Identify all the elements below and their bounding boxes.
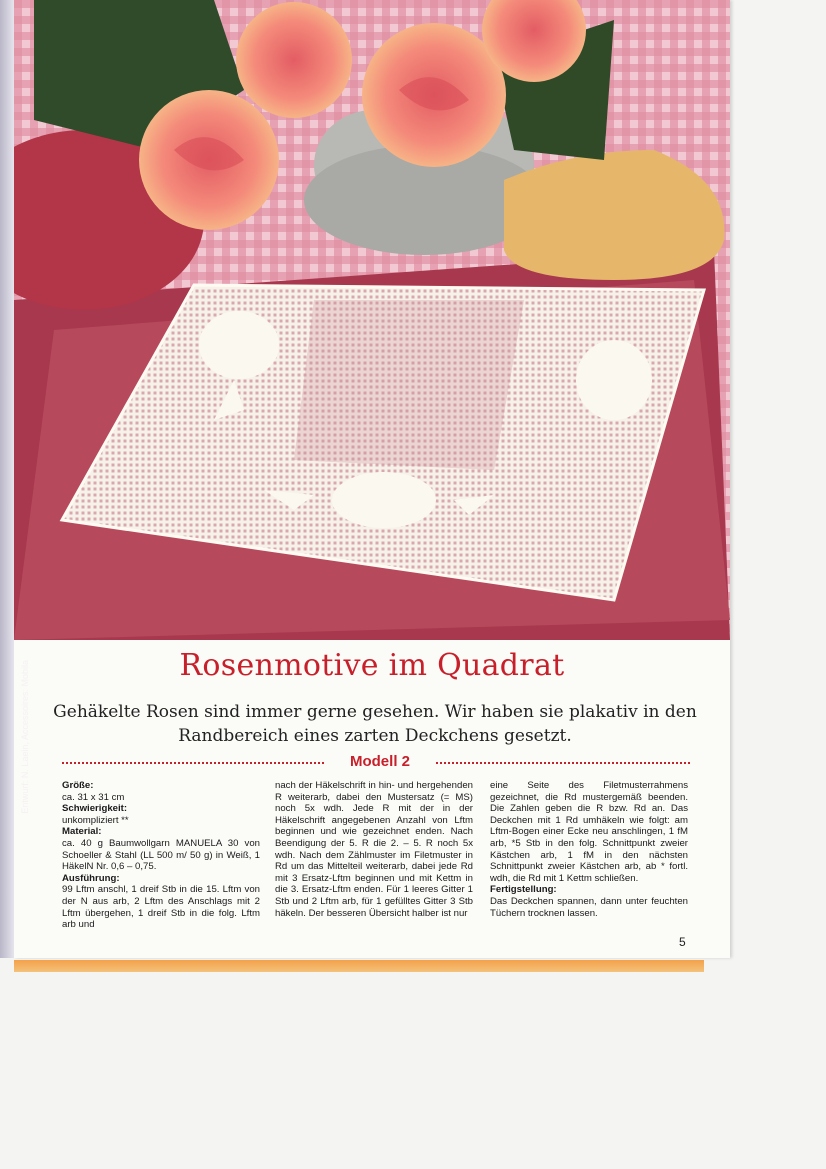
finishing-label: Fertigstellung: bbox=[490, 884, 557, 896]
article-subtitle: Gehäkelte Rosen sind immer gerne gesehen. Wir haben sie plakativ in den Randbereich eines zarten Deckchens gesetzt. bbox=[53, 702, 697, 746]
doily-photo bbox=[14, 0, 730, 640]
column-2: nach der Häkelschrift in hin- und hergehenden R weiterarb, dabei den Mustersatz (= MS) noch 5x wdh. Jede R mit der in der Häkelschrift angegebenen Anzahl von Lftm beginnen und wie gezeichnet enden. Nach Beendigung der 5. R die 2. – 5. R noch 5x wdh. Nach dem Zählmuster im Filetmuster in Rd um das Mittelteil weiterarb, dabei jede Rd mit 3 Ersatz-Lftm beginnen und mit Kettm in die 3. Ersatz-Lftm enden. Für 1 leeres Gitter 1 Stb und 2 Lftm arb, für 1 gefülltes Gitter 3 Stb häkeln. Der besseren Übersicht halber ist nur bbox=[275, 780, 473, 919]
column-3 bbox=[490, 780, 688, 919]
size-value: ca. 31 x 31 cm bbox=[62, 791, 125, 803]
divider-left bbox=[62, 762, 324, 764]
difficulty-label: Schwierigkeit: bbox=[62, 803, 128, 815]
page-spine bbox=[0, 0, 14, 958]
page-number: 5 bbox=[679, 935, 686, 949]
execution-label: Ausführung: bbox=[62, 872, 120, 884]
photo-credit: Entwurf: N. Laein, Accessoires: Mobila bbox=[20, 660, 30, 814]
bottom-edge-strip bbox=[14, 960, 704, 972]
finishing-value: Das Deckchen spannen, dann unter feuchten Tüchern trocknen lassen. bbox=[490, 895, 688, 919]
column-3-text: eine Seite des Filetmusterrahmens gezeichnet, die Rd mustergemäß beenden. Die Zahlen geben die R bzw. Rd an. Das Deckchen mit 1 Rd umhäkeln wie folgt: am Lftm-Bogen einer Ecke neu anschlingen, 1 fM arb, *5 Stb in den folg. Schnittpunkt zweier Kästchen arb, 1 fM in den nächsten Schnittpunkt zweier Kästchen arb, ab * fortl. wdh, die Rd mit 1 Kettm schließen. bbox=[490, 780, 688, 884]
article-title: Rosenmotive im Quadrat bbox=[179, 648, 565, 683]
column-1 bbox=[62, 780, 260, 931]
material-label: Material: bbox=[62, 826, 102, 838]
size-label: Größe: bbox=[62, 780, 94, 791]
material-value: ca. 40 g Baumwollgarn MANUELA 30 von Schoeller & Stahl (LL 500 m/ 50 g) in Weiß, 1 HäkelN Nr. 0,6 – 0,75. bbox=[62, 837, 260, 873]
difficulty-value: unkompliziert ** bbox=[62, 814, 129, 826]
execution-value: 99 Lftm anschl, 1 dreif Stb in die 15. Lftm von der N aus arb, 2 Lftm des Anschlags mit 2 Lftm übergehen, 1 dreif Stb in die folg. Lftm arb und bbox=[62, 884, 260, 931]
instructions bbox=[62, 780, 690, 940]
modell-label: Modell 2 bbox=[349, 753, 410, 770]
divider-right bbox=[436, 762, 690, 764]
photo-illustration bbox=[14, 0, 730, 640]
